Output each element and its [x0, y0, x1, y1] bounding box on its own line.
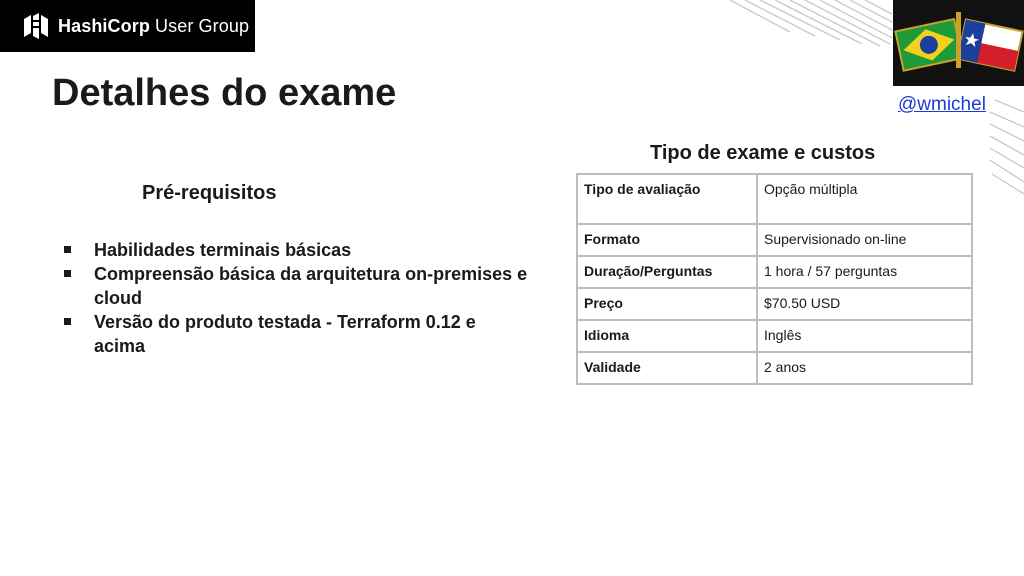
prerequisite-text: Versão do produto testada - Terraform 0.12 e acima: [94, 312, 476, 356]
table-cell-key: Validade: [577, 352, 757, 384]
table-cell-key: Tipo de avaliação: [577, 174, 757, 224]
table-cell-key: Duração/Perguntas: [577, 256, 757, 288]
table-row: [577, 288, 972, 320]
table-row: [577, 256, 972, 288]
list-item: [60, 262, 530, 310]
exam-table-heading: Tipo de exame e custos: [650, 142, 876, 164]
table-row: [577, 224, 972, 256]
logo-brand: HashiCorp: [58, 15, 150, 36]
exam-details-table: [576, 173, 973, 385]
bullet-icon: [64, 318, 71, 325]
table-cell-value: 1 hora / 57 perguntas: [757, 256, 972, 288]
table-cell-value: 2 anos: [757, 352, 972, 384]
table-cell-value: Opção múltipla: [757, 174, 972, 224]
prerequisite-text: Compreensão básica da arquitetura on-premises e cloud: [94, 264, 528, 308]
logo-suffix: User Group: [155, 15, 250, 36]
hashicorp-user-group-logo: [0, 0, 255, 52]
page-title: Detalhes do exame: [52, 72, 397, 114]
prerequisites-heading: Pré-requisitos: [142, 182, 277, 204]
prerequisites-list: [60, 238, 530, 358]
table-cell-key: Formato: [577, 224, 757, 256]
table-cell-key: Preço: [577, 288, 757, 320]
table-cell-value: $70.50 USD: [757, 288, 972, 320]
prerequisite-text: Habilidades terminais básicas: [94, 240, 352, 260]
table-cell-value: Supervisionado on-line: [757, 224, 972, 256]
table-cell-key: Idioma: [577, 320, 757, 352]
bullet-icon: [64, 246, 71, 253]
bullet-icon: [64, 270, 71, 277]
hashicorp-logo-icon: [22, 13, 50, 39]
author-handle-link[interactable]: @wmichel: [898, 94, 986, 115]
table-cell-value: Inglês: [757, 320, 972, 352]
list-item: [60, 310, 530, 358]
table-row: [577, 174, 972, 224]
list-item: [60, 238, 530, 262]
table-row: [577, 352, 972, 384]
brazil-texas-flags-image: [893, 0, 1024, 86]
table-row: [577, 320, 972, 352]
